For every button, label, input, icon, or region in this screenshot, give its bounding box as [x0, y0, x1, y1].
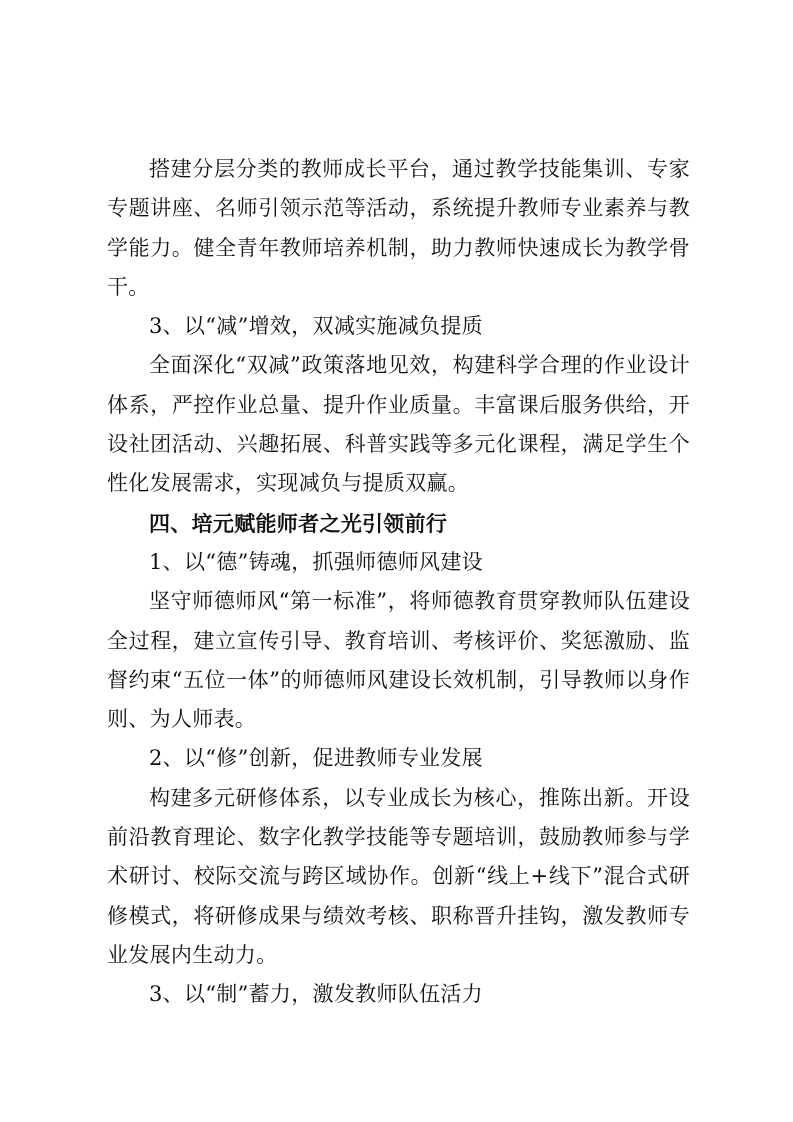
- subheading-system-vitality: 3、以“制”蓄力，激发教师队伍活力: [149, 982, 483, 1007]
- subheading-morality: 1、以“德”铸魂，抓强师德师风建设: [149, 549, 483, 574]
- paragraph-professional-development: 构建多元研修体系，以专业成长为核心，推陈出新。开设前沿教育理论、数字化教学技能等专题培训，鼓励教师参与学术研讨、校际交流与跨区域协作。创新“线上+线下”混合式研修模式，将研修成果与绩效考核、职称晋升挂钩，激发教师专业发展内生动力。: [107, 785, 690, 967]
- subheading-professional-development: 2、以“修”创新，促进教师专业发展: [149, 746, 483, 771]
- section-heading-four: 四、培元赋能师者之光引领前行: [149, 510, 448, 536]
- paragraph-teacher-growth-platform: 搭建分层分类的教师成长平台，通过教学技能集训、专家专题讲座、名师引领示范等活动，系统提升教师专业素养与教学能力。健全青年教师培养机制，助力教师快速成长为教学骨干。: [107, 157, 690, 299]
- paragraph-morality: 坚守师德师风“第一标准”，将师德教育贯穿教师队伍建设全过程，建立宣传引导、教育培训、考核评价、奖惩激励、监督约束“五位一体”的师德师风建设长效机制，引导教师以身作则、为人师表。: [107, 589, 690, 732]
- subheading-double-reduction: 3、以“减”增效，双减实施减负提质: [149, 314, 483, 339]
- document-page: [107, 150, 690, 1015]
- paragraph-double-reduction: 全面深化“双减”政策落地见效，构建科学合理的作业设计体系，严控作业总量、提升作业质量。丰富课后服务供给，开设社团活动、兴趣拓展、科普实践等多元化课程，满足学生个性化发展需求，实现减负与提质双赢。: [107, 353, 690, 496]
